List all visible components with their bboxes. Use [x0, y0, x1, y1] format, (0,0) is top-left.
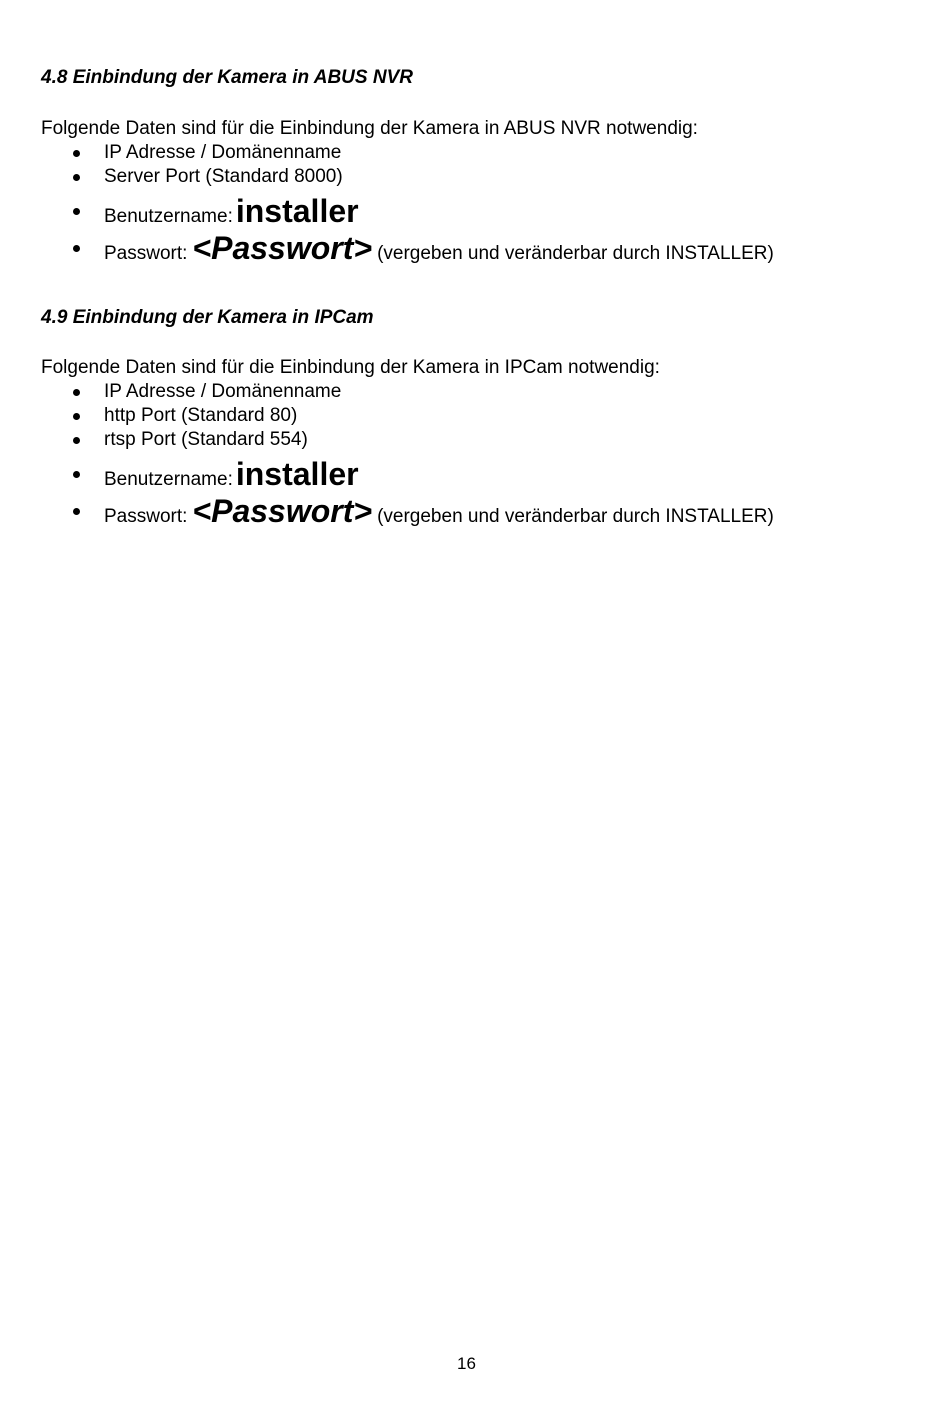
list-item-text: Server Port (Standard 8000): [104, 166, 343, 187]
page-number: 16: [457, 1354, 476, 1373]
list-item-text: rtsp Port (Standard 554): [104, 429, 308, 450]
password-line: [104, 493, 774, 529]
password-note: (vergeben und veränderbar durch INSTALLER): [377, 506, 774, 527]
section-intro-4-9: Folgende Daten sind für die Einbindung der Kamera in IPCam notwendig:: [41, 357, 660, 378]
username-label: Benutzername:: [104, 206, 233, 227]
password-value: <Passwort>: [192, 230, 373, 266]
password-note: (vergeben und veränderbar durch INSTALLER): [377, 243, 774, 264]
list-item-text: http Port (Standard 80): [104, 405, 298, 426]
username-line: [104, 193, 359, 229]
section-intro-4-8: Folgende Daten sind für die Einbindung der Kamera in ABUS NVR notwendig:: [41, 118, 698, 139]
password-label: Passwort:: [104, 506, 188, 527]
password-label: Passwort:: [104, 243, 188, 264]
password-line: [104, 230, 774, 266]
username-line: [104, 456, 359, 492]
section-heading-4-8: 4.8 Einbindung der Kamera in ABUS NVR: [41, 67, 413, 88]
section-heading-4-9: 4.9 Einbindung der Kamera in IPCam: [41, 307, 374, 328]
list-item-text: IP Adresse / Domänenname: [104, 142, 342, 163]
password-value: <Passwort>: [192, 493, 373, 529]
list-item-text: IP Adresse / Domänenname: [104, 381, 342, 402]
username-value: installer: [235, 193, 359, 229]
username-value: installer: [235, 456, 359, 492]
username-label: Benutzername:: [104, 469, 233, 490]
